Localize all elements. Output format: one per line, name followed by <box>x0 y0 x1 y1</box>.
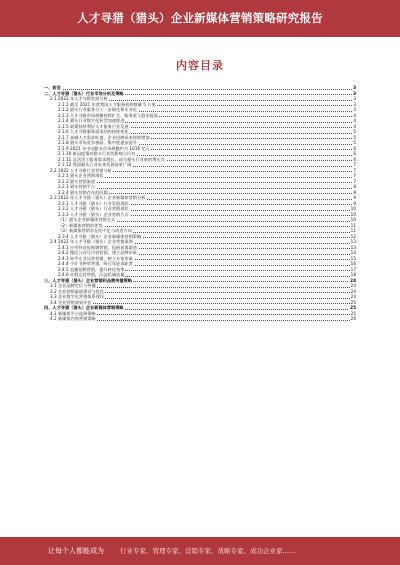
header-banner <box>0 0 400 37</box>
toc-entry-title: 2.2.4 猎头营销存在的问题 <box>58 189 108 195</box>
footer-slogan: 让每个人都能成为 <box>48 547 104 555</box>
toc-entry-title: 4.2 新媒体内容营销策略 <box>50 316 96 321</box>
toc-entry-title: 3.3 企业数字化营销体系建设 <box>50 294 105 299</box>
toc-entry-page: 12 <box>350 233 356 239</box>
toc-entry-page: 10 <box>350 206 356 211</box>
toc-entry-page: 3 <box>353 85 356 90</box>
toc-entry-title: 2.3.4 人才寻猎（猎头）企业新媒体营销策略 <box>58 233 142 239</box>
toc-entry-page: 24 <box>350 283 356 288</box>
toc-entry-page: 9 <box>353 200 356 206</box>
toc-entry-page: 7 <box>353 173 356 178</box>
toc-entry-page: 4 <box>353 123 356 129</box>
toc-leader-dots <box>44 89 356 90</box>
toc-entry-title: 2.1.5 政策持续利好人才服务行业发展 <box>58 123 129 129</box>
toc-entry[interactable] <box>44 316 356 322</box>
toc-entry-page: 6 <box>353 151 356 156</box>
toc-entry-page: 4 <box>353 118 356 123</box>
toc-entry-page: 7 <box>353 167 356 173</box>
toc-entry-page: 14 <box>350 250 356 255</box>
toc-entry-title: 2.1.7 高端人才需求旺盛，企业招聘成本持续增加 <box>58 134 150 140</box>
toc-entry-page: 25 <box>350 310 356 316</box>
toc-entry-title: 2.4.4 小红书种草营销，吸引年轻求职者 <box>58 261 133 266</box>
toc-entry-title: 2.4.6 社群运营营销，沉淀私域流量 <box>58 272 125 277</box>
toc-entry-page: 8 <box>353 189 356 195</box>
toc-entry-page: 7 <box>353 178 356 184</box>
toc-entry-title: 二、人才寻猎（猎头）行业市场分析及策略 <box>44 90 124 96</box>
toc-entry-page: 3 <box>353 90 356 96</box>
toc-entry-title: （2）新媒体营销的优势 <box>58 222 103 228</box>
toc-entry-title: 2.1.4 猎头行业数字化转型加速推进 <box>58 118 125 123</box>
toc-entry-title: 四、人才寻猎（猎头）企业新媒体营销策略 <box>44 305 124 310</box>
toc-entry-page: 11 <box>350 222 356 228</box>
toc-entry-title: 2.3.3 人才寻猎（猎头）企业营销方式 <box>58 211 129 217</box>
toc-entry-title: 2.2.3 猎头营销平台 <box>58 184 96 189</box>
toc-entry-title: 3.1 企业品牌定位与传播 <box>50 283 96 288</box>
toc-entry-title: 三、人才寻猎（猎头）企业营销和品牌传播策略 <box>44 277 132 283</box>
toc-entry-page: 26 <box>350 316 356 321</box>
toc-entry-title: 2.1.10 新冠疫情对猎头行业的影响与应对 <box>58 151 136 156</box>
toc-entry-title: 2.4.2 微信公众号内容营销，建立品牌形象 <box>58 250 137 255</box>
toc-entry-page: 15 <box>350 255 356 261</box>
toc-entry-title: 2.4 2022 年人才寻猎（猎头）企业营销案例 <box>50 239 133 244</box>
toc-entry-title: 2.4.1 应用抖音短视频营销，拓展获客渠道 <box>58 244 137 250</box>
toc-entry-title: 2.3.1 人才寻猎（猎头）行业发展现状 <box>58 200 129 206</box>
toc-entry-page: 6 <box>353 145 356 151</box>
toc-entry-page: 9 <box>353 195 356 200</box>
toc-leader-dots <box>58 188 356 189</box>
toc-entry-title: 2.1.6 人才寻猎服务需求结构持续变化 <box>58 129 129 134</box>
toc-entry-title: 2.1 2022 年人才寻猎发展分析 <box>50 96 108 101</box>
toc-entry-title: 2.3 2022 年人才寻猎（猎头）企业新媒体营销分析 <box>50 195 146 200</box>
toc-entry-title: 2.2 2022 人才寻猎行业营销分析 <box>50 167 112 173</box>
toc-entry-page: 3 <box>353 107 356 112</box>
toc-entry-page: 24 <box>350 288 356 294</box>
toc-entry-title: 2.3.2 人才寻猎（猎头）行业营销现状 <box>58 206 129 211</box>
toc-entry-page: 5 <box>353 140 356 145</box>
toc-entry-page: 5 <box>353 129 356 134</box>
toc-entry-title: 4.1 新媒体平台选择策略 <box>50 310 96 316</box>
toc-entry-title: 2.4.5 直播招聘营销，提升转化效率 <box>58 266 125 272</box>
toc-entry-page: 6 <box>353 156 356 162</box>
toc-entry-title: 2.1.11 灵活用工服务需求增长，成为猎头行业新的增长点 <box>58 156 165 162</box>
toc-entry-page: 25 <box>350 305 356 310</box>
toc-entry-title: 2.1.12 我国猎头行业未来发展前景广阔 <box>58 162 132 167</box>
toc-entry-page: 25 <box>350 299 356 305</box>
toc-entry-title: （3）新媒体营销存在的不足与改进方向 <box>58 228 132 233</box>
toc-entry-page: 13 <box>350 244 356 250</box>
toc-entry-page: 17 <box>350 266 356 272</box>
toc-entry-title: 2.2.2 猎头营销渠道 <box>58 178 96 184</box>
toc-entry-title: 3.4 企业营销效果评估 <box>50 299 92 305</box>
footer-banner <box>0 537 400 565</box>
toc-entry-title: 2.1.9 2021 年中国猎头市场规模约为 1016 亿元 <box>58 145 150 151</box>
toc-entry-title: 2.1.8 猎头市场竞争加剧，集中度逐步提升 <box>58 140 137 145</box>
toc-entry-page: 10 <box>350 211 356 217</box>
toc-heading: 内容目录 <box>176 59 224 72</box>
toc-entry-page: 13 <box>350 239 356 244</box>
table-of-contents <box>44 85 356 322</box>
footer-roles: 行业专家、管理专家、营销专家、战略专家、成功企业家…… <box>120 547 296 555</box>
toc-entry-title: 2.4.3 知乎专业问答营销，树立专家形象 <box>58 255 133 261</box>
toc-entry-title: 3.2 企业营销渠道建设与优化 <box>50 288 105 294</box>
toc-leader-dots <box>58 182 356 183</box>
toc-entry-title: 2.1.2 猎头行业服务分工一步细化和专业化 <box>58 107 137 112</box>
toc-entry-page: 3 <box>353 96 356 101</box>
toc-leader-dots <box>50 303 356 304</box>
toc-entry-page: 24 <box>350 294 356 299</box>
toc-entry-page: 5 <box>353 134 356 140</box>
toc-entry-page: 18 <box>350 272 356 277</box>
toc-entry-page: 16 <box>350 261 356 266</box>
toc-entry-title: 2.1.1 截至 2021 年底我国人才服务机构数量 5 万家 <box>58 101 156 107</box>
toc-entry-title: 2.2.1 猎头企业营销现状 <box>58 173 104 178</box>
toc-entry-title: （1）猎头企业新媒体营销方式 <box>58 217 116 222</box>
toc-entry-title: 2.1.3 人才寻猎市场规模持续扩大，服务收入稳步提高 <box>58 112 158 118</box>
report-title: 人才寻猎（猎头）企业新媒体营销策略研究报告 <box>77 11 323 25</box>
toc-entry-page: 4 <box>353 112 356 118</box>
toc-entry-page: 7 <box>353 162 356 167</box>
toc-entry-title: 一、前言 <box>44 85 61 90</box>
toc-entry-page: 24 <box>350 277 356 283</box>
toc-entry-page: 10 <box>350 217 356 222</box>
toc-entry-page: 11 <box>350 228 356 233</box>
toc-entry-page: 8 <box>353 184 356 189</box>
toc-entry-page: 3 <box>353 101 356 107</box>
